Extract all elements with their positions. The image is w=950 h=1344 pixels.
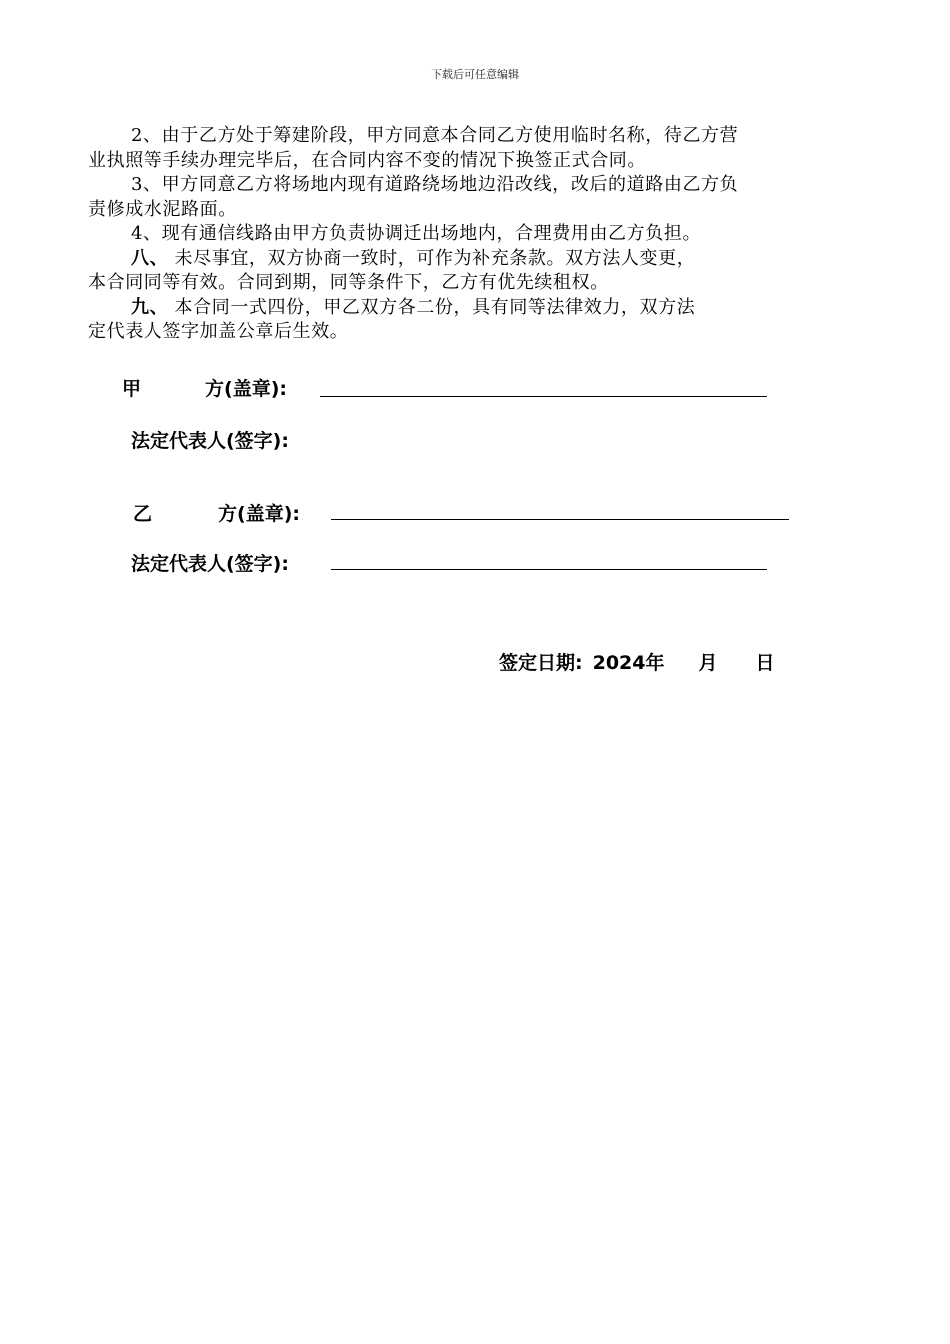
article-8-line-1 bbox=[88, 247, 868, 272]
party-a-seal-line[interactable] bbox=[320, 396, 767, 397]
article-8-heading: 八、 bbox=[131, 247, 169, 269]
article-9-heading: 九、 bbox=[131, 296, 169, 318]
party-b-seal-suffix: 方(盖章): bbox=[218, 503, 300, 525]
party-a-seal-label bbox=[122, 374, 287, 401]
article-9-line-2: 定代表人签字加盖公章后生效。 bbox=[88, 321, 349, 342]
clause-2-line-1: 2、由于乙方处于筹建阶段，甲方同意本合同乙方使用临时名称，待乙方营 bbox=[131, 125, 739, 146]
sign-date-label: 签定日期: bbox=[499, 652, 583, 674]
party-a-seal-suffix: 方(盖章): bbox=[205, 378, 287, 400]
party-b-char: 乙 bbox=[133, 503, 153, 525]
party-a-rep-label: 法定代表人(签字): bbox=[131, 430, 289, 452]
party-a-char: 甲 bbox=[122, 378, 142, 400]
clause-3-line-1: 3、甲方同意乙方将场地内现有道路绕场地边沿改线，改后的道路由乙方负 bbox=[131, 174, 739, 195]
sign-date bbox=[499, 648, 775, 675]
article-8-text: 未尽事宜，双方协商一致时，可作为补充条款。双方法人变更， bbox=[168, 247, 696, 269]
party-b-seal-line[interactable] bbox=[331, 519, 789, 520]
clause-3-line-2: 责修成水泥路面。 bbox=[88, 198, 237, 220]
clause-4-line-1: 4、现有通信线路由甲方负责协调迁出场地内，合理费用由乙方负担。 bbox=[131, 223, 702, 244]
contract-body bbox=[88, 124, 868, 345]
sign-date-year-unit: 年 bbox=[645, 652, 665, 674]
sign-date-day-unit: 日 bbox=[755, 652, 775, 674]
party-b-seal-label bbox=[133, 499, 300, 526]
page-header-note: 下载后可任意编辑 bbox=[431, 68, 519, 81]
party-b-rep-label: 法定代表人(签字): bbox=[131, 553, 289, 575]
article-9-line-1 bbox=[88, 296, 868, 321]
article-8-line-2: 本合同同等有效。合同到期，同等条件下，乙方有优先续租权。 bbox=[88, 272, 609, 293]
clause-2-line-2: 业执照等手续办理完毕后，在合同内容不变的情况下换签正式合同。 bbox=[88, 149, 646, 171]
sign-date-month-unit: 月 bbox=[698, 652, 718, 674]
sign-date-year: 2024 bbox=[592, 652, 646, 674]
party-b-rep-line[interactable] bbox=[331, 569, 767, 570]
article-9-text: 本合同一式四份，甲乙双方各二份，具有同等法律效力，双方法 bbox=[168, 296, 696, 318]
